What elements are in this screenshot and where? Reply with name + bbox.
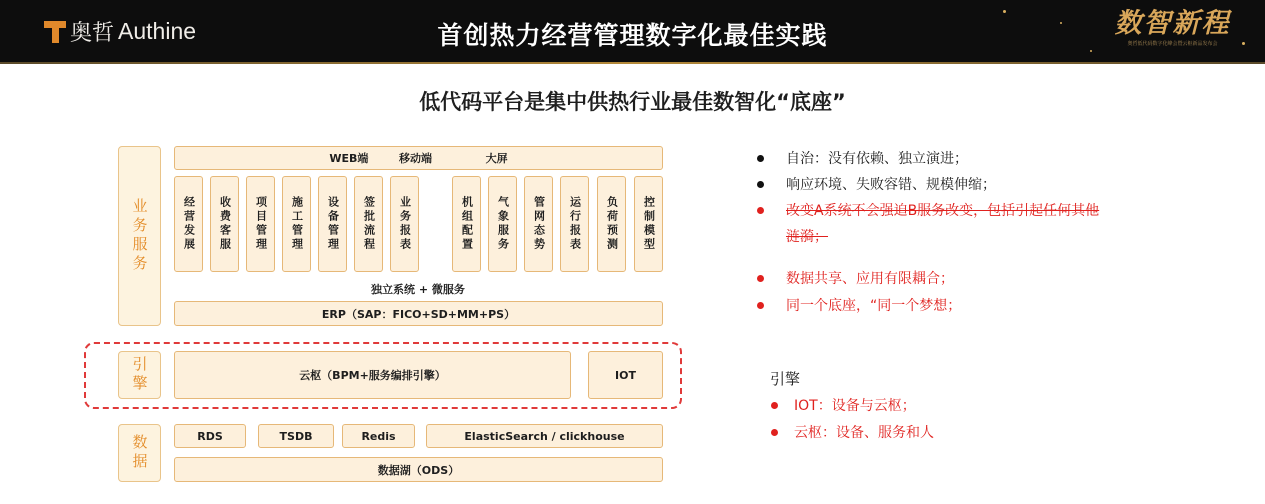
rds-box [174,424,246,448]
layer-label-data [118,424,161,482]
module-label: 经营发展 [182,196,196,252]
layer-engine-text: 引擎 [130,356,149,394]
header-bar [0,0,1265,64]
tsdb-box [258,424,334,448]
module-label: 项目管理 [254,196,268,252]
module-box [390,176,419,272]
module-box [246,176,275,272]
module-label: 气象服务 [496,196,510,252]
iot-text: IOT [615,368,636,382]
channels-text: WEB端 移动端 大屏 [329,152,508,165]
bullet-resilience [757,174,996,194]
redis-box [342,424,415,448]
bullet-text: 自治：没有依赖、独立演进； [786,151,968,167]
sparkle-icon [1242,42,1245,45]
erp-box [174,301,663,326]
bullet-text: 改变A系统不会强迫B服务改变，包括引起任何其他 [786,203,1100,219]
bullet-isolation-struck [757,200,1099,220]
module-label: 机组配置 [460,196,474,252]
bullet-text: 涟漪； [786,229,828,245]
bullet-dot-icon [771,429,778,436]
module-label: 运行报表 [568,196,582,252]
bullet-dot-icon [757,207,764,214]
module-box [488,176,517,272]
module-label: 设备管理 [326,196,340,252]
bullet-dot-icon [771,402,778,409]
module-label: 负荷预测 [605,196,619,252]
redis-text: Redis [361,429,396,443]
module-label: 收费客服 [218,196,232,252]
module-box [210,176,239,272]
slide-subtitle: 低代码平台是集中供热行业最佳数智化“底座” [419,90,846,114]
sparkle-icon [1003,10,1006,13]
tsdb-text: TSDB [279,429,313,443]
logo-cn-text: 奥哲 [70,21,115,46]
iot-box [588,351,663,399]
bullet-same-base [757,295,961,315]
module-box [597,176,626,272]
elasticsearch-text: ElasticSearch / clickhouse [464,429,625,443]
bullet-dot-icon [757,181,764,188]
module-label: 管网态势 [532,196,546,252]
brand-main-text: 数智新程 [1114,8,1231,39]
bullet-text: 响应环境、失败容错、规模伸缩； [786,177,996,193]
header-title: 首创热力经营管理数字化最佳实践 [437,21,828,50]
module-box [524,176,553,272]
bullet-dot-icon [757,275,764,282]
module-label: 控制模型 [642,196,656,252]
independent-systems-label: 独立系统 + 微服务 [371,283,465,296]
layer-data-text: 数据 [130,434,149,472]
engine-note-text: 云枢：设备、服务和人 [794,425,934,441]
sparkle-icon [1090,50,1092,52]
module-label: 签批流程 [362,196,376,252]
engine-note-yunshu [771,422,934,442]
module-box [634,176,663,272]
bullet-isolation-struck-cont [786,226,828,246]
layer-business-text: 业务服务 [130,198,149,274]
event-brand [1110,8,1235,58]
data-lake-box [174,457,663,482]
yunshu-engine-box [174,351,571,399]
bullet-autonomy [757,148,968,168]
module-box [452,176,481,272]
module-box [354,176,383,272]
engine-notes-title: 引擎 [770,370,801,388]
bullet-dot-icon [757,155,764,162]
module-box [318,176,347,272]
module-box [282,176,311,272]
elasticsearch-box [426,424,663,448]
bullet-text: 同一个底座，“同一个梦想； [786,298,962,314]
bullet-text: 数据共享、应用有限耦合； [786,271,954,287]
engine-note-text: IOT：设备与云枢； [794,398,916,414]
channels-box [174,146,663,170]
module-label: 施工管理 [290,196,304,252]
logo-en-text: Authine [118,18,197,44]
module-box [174,176,203,272]
header-divider [0,62,1265,64]
rds-text: RDS [197,429,223,443]
yunshu-engine-text: 云枢（BPM+服务编排引擎） [299,369,446,382]
bullet-data-sharing [757,268,954,288]
bullet-dot-icon [757,302,764,309]
data-lake-text: 数据湖（ODS） [377,463,460,477]
module-box [560,176,589,272]
layer-label-engine [118,351,161,399]
module-label: 业务报表 [398,196,412,252]
brand-sub-text: 奥哲低代码数字化峰会暨云枢新品发布会 [1127,41,1218,47]
erp-text: ERP（SAP：FICO+SD+MM+PS） [321,307,516,321]
sparkle-icon [1060,22,1062,24]
engine-note-iot [771,395,916,415]
layer-label-business [118,146,161,326]
